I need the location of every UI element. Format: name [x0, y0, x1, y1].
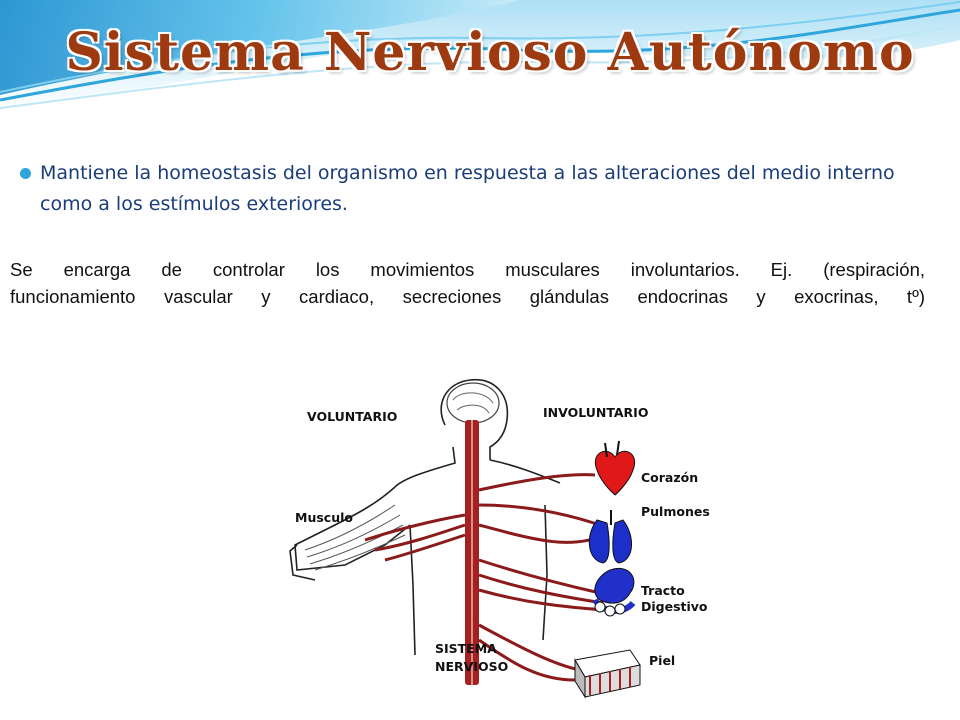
paragraph-line-2: funcionamiento vascular y cardiaco, secreciones glándulas endocrinas y exocrinas, tº) — [10, 286, 925, 307]
neck-left-outline — [395, 447, 455, 487]
paragraph-line-1: Se encarga de controlar los movimientos musculares involuntarios. Ej. (respiración, — [10, 259, 925, 280]
bullet-text: Mantiene la homeostasis del organismo en respuesta a las alteraciones del medio interno como a los estímulos exteriores. — [40, 162, 895, 215]
nerve-to-lungs — [479, 505, 600, 525]
label-digestivo: Digestivo — [641, 599, 708, 614]
torso-right-outline — [543, 505, 547, 640]
nerve-to-muscle — [365, 515, 465, 540]
label-involuntario: INVOLUNTARIO — [543, 405, 649, 420]
skin-block — [575, 650, 640, 697]
torso-left-outline — [410, 525, 415, 655]
label-voluntario: VOLUNTARIO — [307, 409, 398, 424]
label-sistema: SISTEMA — [435, 641, 497, 656]
hand-outline — [290, 545, 315, 580]
lungs-organ — [589, 510, 631, 563]
nerve-to-digestive — [479, 560, 600, 593]
label-tracto: Tracto — [641, 583, 685, 598]
label-pulmones: Pulmones — [641, 504, 710, 519]
autonomic-nervous-system-diagram — [285, 365, 725, 715]
label-nervioso: NERVIOSO — [435, 659, 509, 674]
digestive-organ — [595, 568, 634, 616]
brain — [447, 383, 499, 423]
heart-organ — [595, 441, 634, 495]
bullet-item — [20, 158, 920, 220]
nerve-to-heart — [479, 475, 595, 490]
label-musculo: Musculo — [295, 510, 353, 525]
label-piel: Piel — [649, 653, 676, 668]
slide-title: Sistema Nervioso Autónomo — [65, 22, 915, 83]
label-corazon: Corazón — [641, 470, 699, 485]
bullet-dot-icon — [20, 168, 31, 179]
description-paragraph — [10, 256, 925, 310]
